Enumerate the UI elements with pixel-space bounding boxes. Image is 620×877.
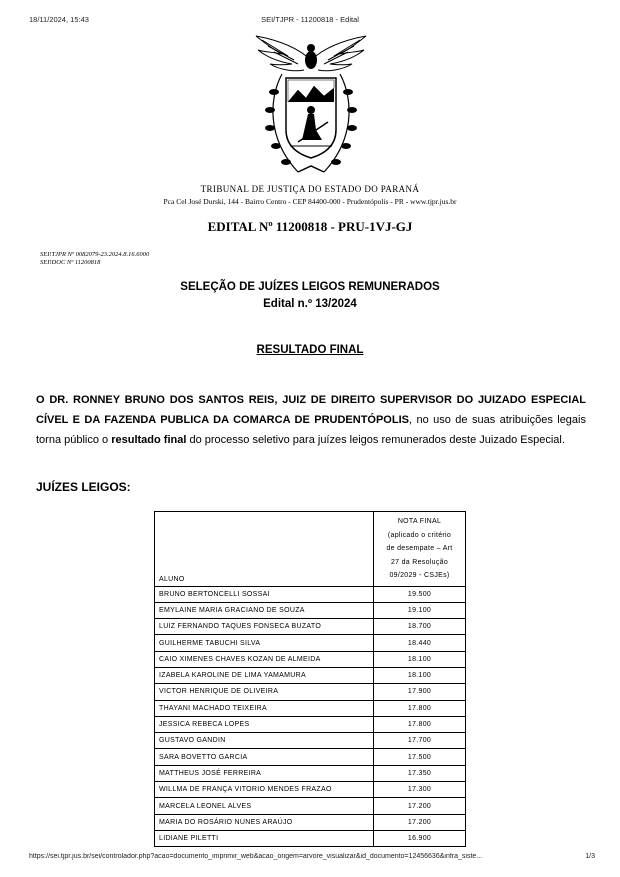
student-name: JESSICA REBECA LOPES [155,716,374,732]
print-page-title: SEI/TJPR - 11200818 - Edital [261,15,359,24]
final-grade: 17.350 [374,765,466,781]
table-row [155,782,466,798]
table-row [155,765,466,781]
table-row [155,700,466,716]
print-page-number: 1/3 [585,853,595,860]
edital-title: EDITAL Nº 11200818 - PRU-1VJ-GJ [207,219,413,234]
table-row [155,814,466,830]
table-row [155,586,466,602]
final-grade: 17.200 [374,814,466,830]
final-grade: 19.100 [374,602,466,618]
edital-number: Edital n.º 13/2024 [263,298,357,310]
table-row [155,602,466,618]
grade-header-line: 09/2029 - CSJEs) [389,572,450,579]
column-name-header: ALUNO [155,512,374,587]
doc-number: SEI!DOC Nº 11200818 [40,259,101,266]
intro-bold-result: resultado final [111,434,187,446]
selection-heading [0,279,620,313]
intro-text-1: , no uso de suas atribuições legais torna público o [36,414,586,446]
student-name: MARCELA LEONEL ALVES [155,798,374,814]
final-grade: 17.500 [374,749,466,765]
final-grade: 18.700 [374,619,466,635]
student-name: GUILHERME TABUCHI SILVA [155,635,374,651]
final-grade: 17.200 [374,798,466,814]
print-url: https://sei.tjpr.jus.br/sei/controlador.php?acao=documento_imprimir_web&acao_origem=arvore_visualizar&id_documento=12456636&infra_siste... [29,853,483,860]
grade-header-line: 27 da Resolução [390,558,449,566]
student-name: THAYANI MACHADO TEIXEIRA [155,700,374,716]
final-grade: 18.440 [374,635,466,651]
final-grade: 19.500 [374,586,466,602]
final-grade: 17.800 [374,716,466,732]
grade-header-line: NOTA FINAL [397,518,442,525]
results-table [154,511,466,847]
final-grade: 16.900 [374,830,466,846]
student-name: GUSTAVO GANDIN [155,733,374,749]
student-name: BRUNO BERTONCELLI SOSSAI [155,586,374,602]
student-name: WILLMA DE FRANÇA VITORIO MENDES FRAZAO [155,782,374,798]
student-name: CAIO XIMENES CHAVES KOZAN DE ALMEIDA [155,651,374,667]
final-grade: 18.100 [374,667,466,683]
result-heading: RESULTADO FINAL [256,344,364,356]
final-grade: 17.800 [374,700,466,716]
juizes-heading: JUÍZES LEIGOS: [36,480,131,494]
table-row [155,716,466,732]
student-name: LIDIANE PILETTI [155,830,374,846]
table-row [155,830,466,846]
student-name: SARA BOVETTO GARCIA [155,749,374,765]
student-name: IZABELA KAROLINE DE LIMA YAMAMURA [155,667,374,683]
student-name: EMYLAINE MARIA GRACIANO DE SOUZA [155,602,374,618]
grade-header-line: de desempate – Art [386,545,453,552]
table-row [155,651,466,667]
student-name: LUIZ FERNANDO TAQUES FONSECA BUZATO [155,619,374,635]
table-row [155,798,466,814]
parana-coat-of-arms-icon [248,30,374,180]
intro-paragraph [36,390,586,450]
final-grade: 18.100 [374,651,466,667]
student-name: MATTHEUS JOSÉ FERREIRA [155,765,374,781]
final-grade: 17.700 [374,733,466,749]
table-row [155,733,466,749]
process-number: SEI!TJPR Nº 0082079-23.2024.8.16.6000 [40,251,150,258]
column-grade-header [374,512,466,587]
final-grade: 17.900 [374,684,466,700]
student-name: MARIA DO ROSÁRIO NUNES ARAÚJO [155,814,374,830]
court-address: Pca Cel José Durski, 144 - Bairro Centro - CEP 84400-000 - Prudentópolis - PR - www.tjpr.jus.br [163,197,457,206]
print-datetime: 18/11/2024, 15:43 [29,15,89,24]
table-header-row [155,512,466,587]
results-body [155,586,466,847]
table-row [155,667,466,683]
selection-title: SELEÇÃO DE JUÍZES LEIGOS REMUNERADOS [180,281,440,293]
table-row [155,635,466,651]
intro-bold: O DR. RONNEY BRUNO DOS SANTOS REIS, JUIZ DE DIREITO SUPERVISOR DO JUIZADO ESPECIAL CÍVEL E DA FAZENDA PUBLICA DA COMARCA DE PRUDENTÓPOLIS [36,394,586,426]
table-row [155,619,466,635]
final-grade: 17.300 [374,782,466,798]
document-meta [40,251,149,267]
student-name: VICTOR HENRIQUE DE OLIVEIRA [155,684,374,700]
grade-header-line: (aplicado o critério [387,531,452,539]
court-name: TRIBUNAL DE JUSTIÇA DO ESTADO DO PARANÁ [200,184,420,194]
table-row [155,684,466,700]
intro-text-2: do processo seletivo para juízes leigos remunerados deste Juizado Especial. [186,434,565,446]
table-row [155,749,466,765]
